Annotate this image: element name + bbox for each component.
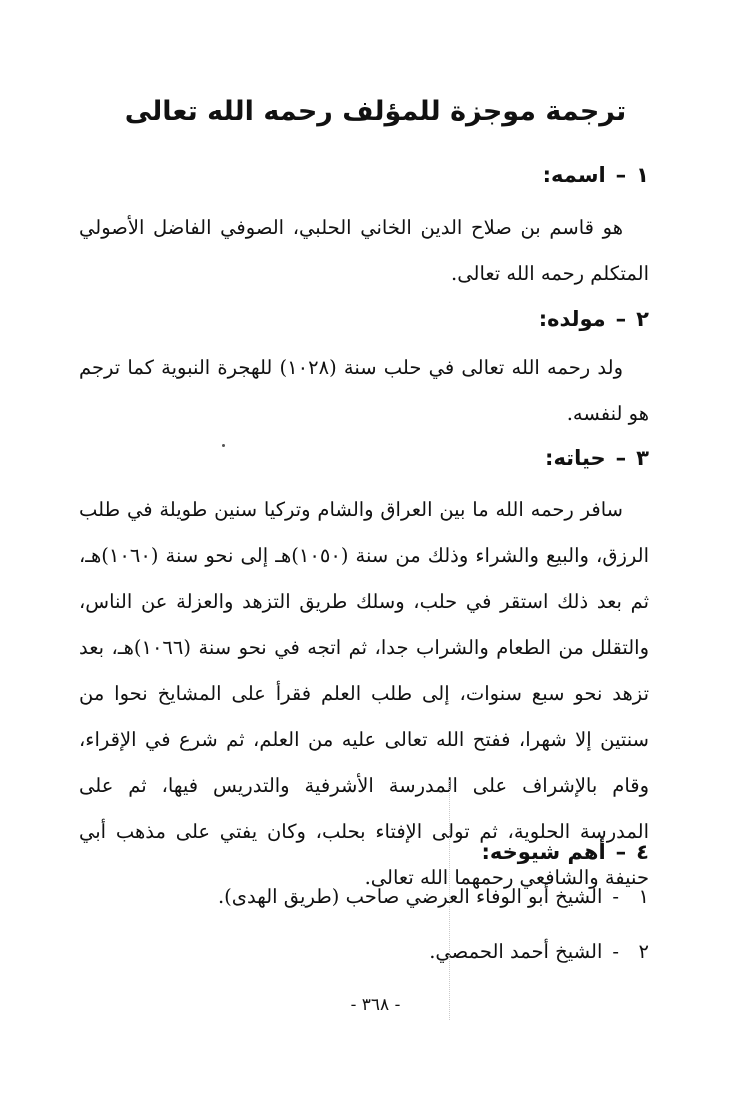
section-number: ١ (636, 163, 649, 187)
section-heading-birth (539, 307, 649, 331)
scan-guide-line (449, 780, 450, 1020)
section-title: اسمه: (542, 163, 606, 187)
section-heading-name (543, 163, 649, 187)
section-paragraph-life: سافر رحمه الله ما بين العراق والشام وتركيا سنين طويلة في طلب الرزق، والبيع والشراء وذلك من سنة (١٠٥٠)هـ إلى نحو سنة (١٠٦٠)هـ، ثم بعد ذلك استقر في حلب، وسلك طريق التزهد والعزلة عن الناس، والتقلل من الطعام والشراب جدا، ثم اتجه في نحو سنة (١٠٦٦)هـ، بعد تزهد نحو سبع سنوات، إلى طلب العلم فقرأ على المشايخ نحوا من سنتين إلا شهرا، ففتح الله تعالى عليه من العلم، ثم شرع في الإقراء، وقام بالإشراف على المدرسة الأشرفية والتدريس فيها، ثم على المدرسة الحلوية، ثم تولى الإفتاء بحلب، وكان يفتي على مذهب أبي حنيفة والشافعي رحمهما الله تعالى. (79, 498, 650, 889)
section-paragraph-name: هو قاسم بن صلاح الدين الخاني الحلبي، الصوفي الفاضل الأصولي المتكلم رحمه الله تعالى. (79, 216, 649, 285)
section-heading-life (545, 446, 649, 470)
list-item-text: الشيخ أحمد الحمصي. (429, 940, 603, 963)
list-item-dash: - (612, 885, 619, 908)
section-dash: – (615, 446, 627, 470)
section-title: مولده: (538, 307, 606, 331)
page-number: - ٣٦٨ - (350, 995, 401, 1015)
section-dash: – (615, 307, 627, 331)
section-dash: – (615, 840, 627, 864)
section-number: ٤ (636, 840, 649, 864)
scan-speck (222, 444, 225, 447)
section-number: ٢ (636, 307, 649, 331)
list-item-number: ١ (638, 885, 649, 908)
list-item-number: ٢ (638, 940, 649, 963)
list-item-dash: - (612, 940, 619, 963)
list-item-text: الشيخ أبو الوفاء العرضي صاحب (طريق الهدى). (217, 885, 603, 908)
section-title: حياته: (545, 446, 606, 470)
section-dash: – (615, 163, 627, 187)
section-heading-teachers (481, 840, 649, 864)
teacher-list-item (429, 940, 649, 963)
page-title: ترجمة موجزة للمؤلف رحمه الله تعالى (124, 96, 627, 127)
section-title: أهم شيوخه: (481, 840, 606, 864)
section-paragraph-birth: ولد رحمه الله تعالى في حلب سنة (١٠٢٨) للهجرة النبوية كما ترجم هو لنفسه. (79, 356, 649, 425)
section-number: ٣ (636, 446, 649, 470)
teacher-list-item (218, 885, 649, 908)
